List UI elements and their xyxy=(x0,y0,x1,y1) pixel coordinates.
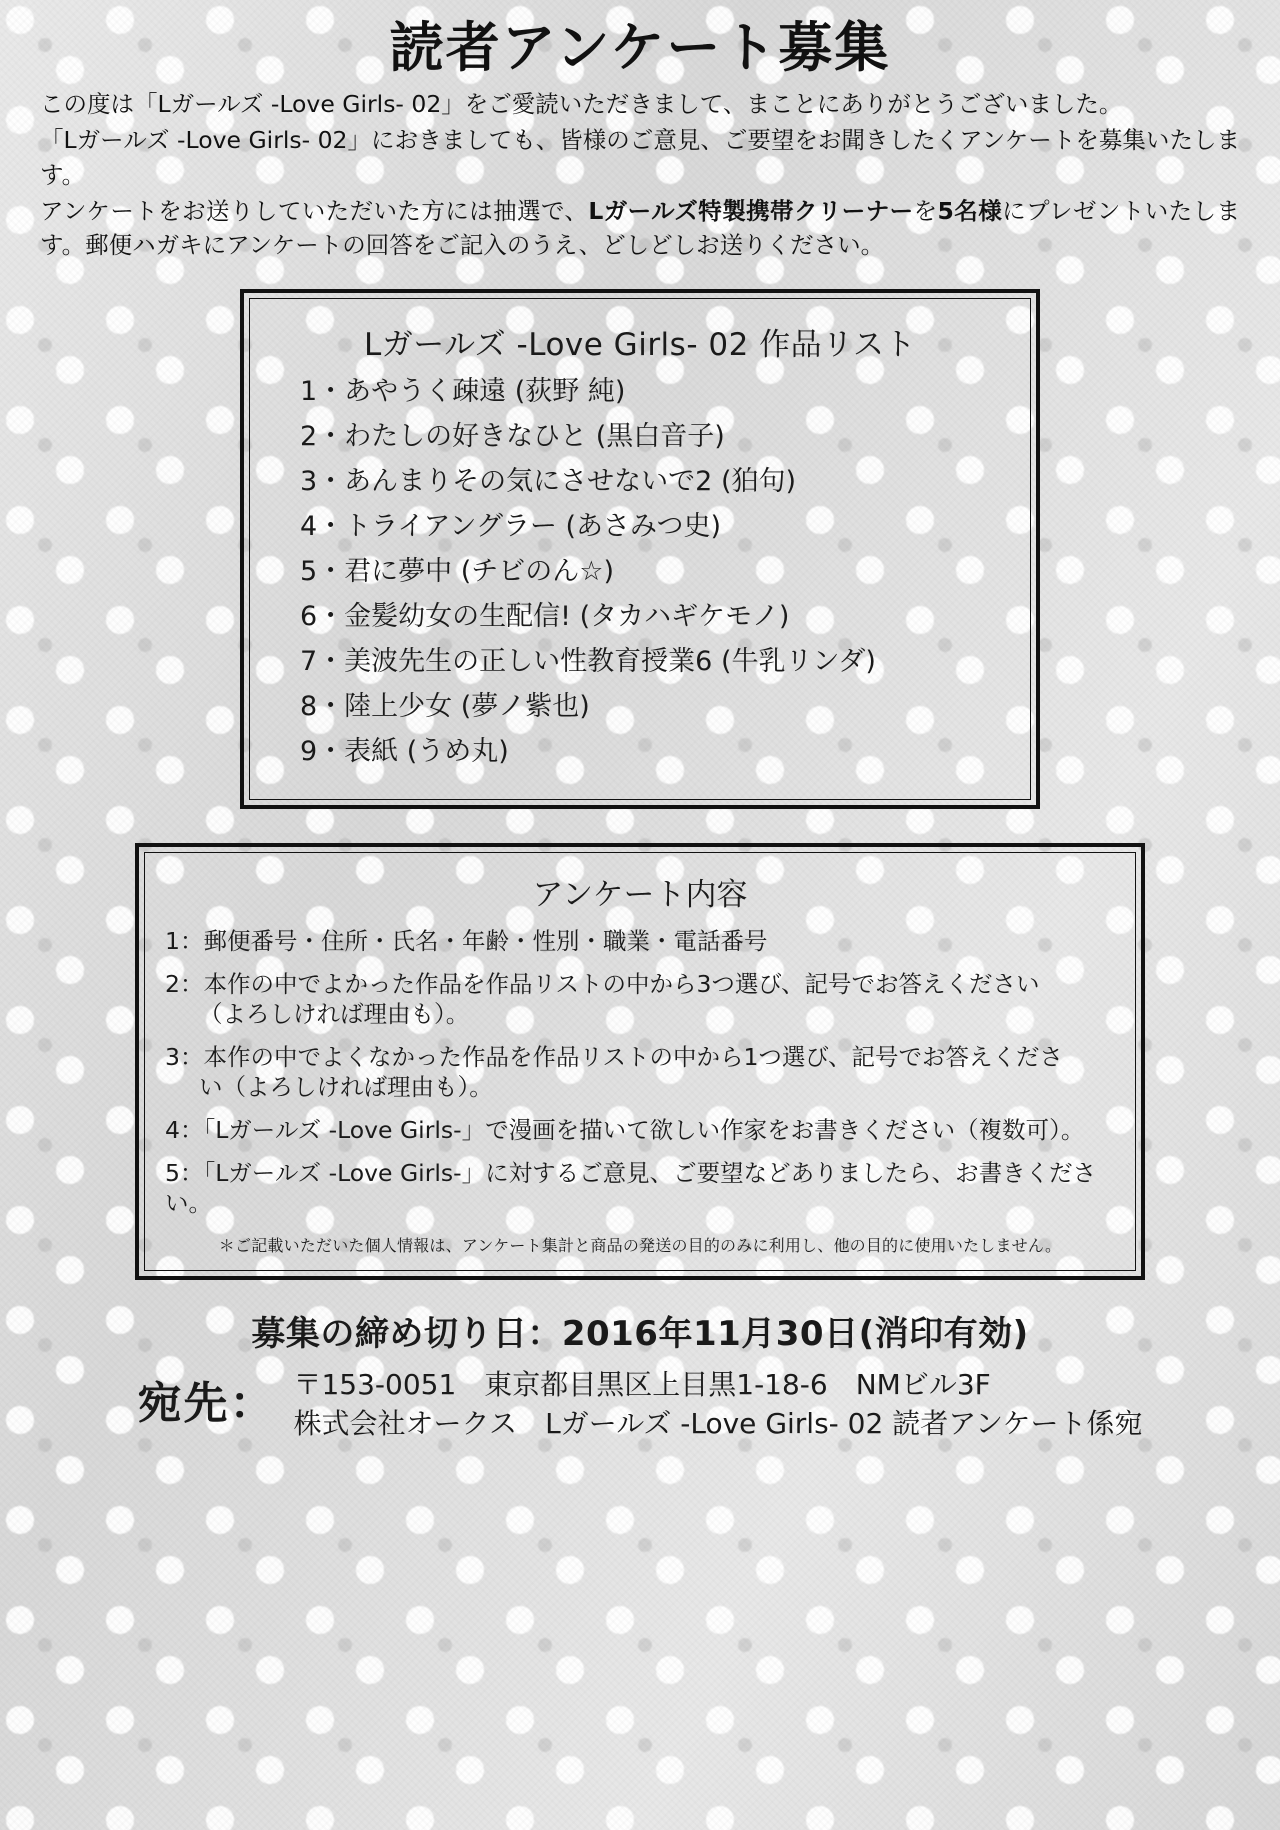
survey-question-list xyxy=(159,926,1121,1218)
intro-line-1: この度は「Lガールズ -Love Girls- 02」をご愛読いただきまして、まことにありがとうございました。 xyxy=(40,90,1123,119)
list-item xyxy=(165,926,1115,957)
list-item xyxy=(165,1158,1115,1219)
list-item: 2・わたしの好きなひと (黒白音子) xyxy=(300,421,725,453)
deadline-text: 募集の締め切り日：2016年11月30日(消印有効) xyxy=(251,1313,1029,1354)
address-lines xyxy=(293,1365,1142,1445)
list-item: 3・あんまりその気にさせないで2 (狛句) xyxy=(300,466,797,498)
list-item: 4・トライアングラー (あさみつ史) xyxy=(300,511,722,543)
list-item xyxy=(165,1042,1115,1103)
list-item: 9・表紙 (うめ丸) xyxy=(300,736,509,768)
list-item: 8・陸上少女 (夢ノ紫也) xyxy=(300,691,590,723)
survey-question-main: 5：「Lガールズ -Love Girls-」に対するご意見、ご要望などありましたら、お書きください。 xyxy=(165,1158,1097,1218)
address-block xyxy=(36,1365,1244,1445)
survey-content-box xyxy=(135,843,1145,1279)
intro-winner-count: 5名様 xyxy=(937,196,1003,225)
list-item: 5・君に夢中 (チビのん☆) xyxy=(300,556,615,588)
survey-content-title: アンケート内容 xyxy=(532,877,748,914)
list-item: 7・美波先生の正しい性教育授業6 (牛乳リンダ) xyxy=(300,646,876,678)
address-label: 宛先： xyxy=(137,1378,276,1430)
survey-question-main: 4：「Lガールズ -Love Girls-」で漫画を描いて欲しい作家をお書きください（複数可）。 xyxy=(165,1115,1085,1144)
privacy-note: ＊ご記載いただいた個人情報は、アンケート集計と商品の発送の目的のみに利用し、他の目的に使用いたしません。 xyxy=(218,1235,1062,1255)
survey-question-main: 3：本作の中でよくなかった作品を作品リストの中から1つ選び、記号でお答えくださ xyxy=(165,1042,1063,1071)
intro-prize-tail: にプレゼントいたします。郵便ハガキにアンケートの回答をご記入のうえ、どしどしお送りください。 xyxy=(40,196,1241,260)
address-line-1: 〒153-0051 東京都目黒区上目黒1-18-6 NMビル3F xyxy=(293,1367,991,1401)
intro-prize-before: アンケートをお送りしていただいた方には抽選で、 xyxy=(40,196,589,225)
list-item xyxy=(165,969,1115,1030)
list-item xyxy=(165,1115,1115,1146)
survey-question-main: 2：本作の中でよかった作品を作品リストの中から3つ選び、記号でお答えください xyxy=(165,969,1040,998)
list-item: 1・あやうく疎遠 (荻野 純) xyxy=(300,376,626,408)
survey-question-cont: い（よろしければ理由も）。 xyxy=(199,1073,493,1102)
page-title: 読者アンケート募集 xyxy=(389,16,891,79)
intro-line-2: 「Lガールズ -Love Girls- 02」におきましても、皆様のご意見、ご要望をお聞きしたくアンケートを募集いたします。 xyxy=(40,126,1240,189)
survey-question-main: 1：郵便番号・住所・氏名・年齢・性別・職業・電話番号 xyxy=(165,927,768,956)
list-item: 6・金髪幼女の生配信! (タカハギケモノ) xyxy=(300,601,790,633)
intro-prize-item: Lガールズ特製携帯クリーナー xyxy=(588,196,914,225)
works-list-box xyxy=(240,289,1040,809)
intro-prize-after: を xyxy=(913,196,938,225)
works-list-title: Lガールズ -Love Girls- 02 作品リスト xyxy=(363,327,917,364)
survey-question-cont: （よろしければ理由も）。 xyxy=(199,1000,470,1029)
intro-prize-line xyxy=(40,194,1240,264)
works-list xyxy=(270,376,1010,768)
address-line-2: 株式会社オークス Lガールズ -Love Girls- 02 読者アンケート係宛 xyxy=(293,1407,1143,1441)
intro-paragraphs xyxy=(40,87,1240,263)
